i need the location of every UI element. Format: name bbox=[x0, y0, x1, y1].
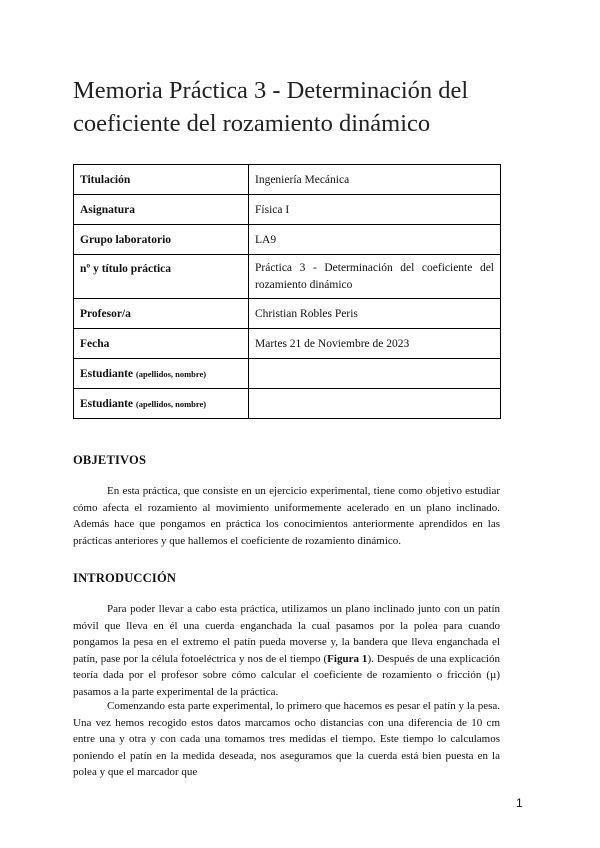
table-row bbox=[74, 389, 501, 419]
table-cell-value: Práctica 3 - Determinación del coeficiente del rozamiento dinámico bbox=[249, 255, 501, 299]
student-label-small: (apellidos, nombre) bbox=[135, 398, 207, 409]
table-cell-value: Martes 21 de Noviembre de 2023 bbox=[249, 329, 501, 359]
table-cell-value bbox=[249, 359, 501, 389]
objetivos-heading: OBJETIVOS bbox=[73, 453, 147, 467]
table-cell-label: Titulación bbox=[74, 165, 249, 195]
table-cell-label bbox=[74, 359, 249, 389]
table-row bbox=[74, 359, 501, 389]
table-cell-label: Profesor/a bbox=[74, 299, 249, 329]
student-label: Estudiante bbox=[80, 397, 134, 410]
table-cell-label: Grupo laboratorio bbox=[74, 225, 249, 255]
table-cell-label: nº y título práctica bbox=[74, 255, 249, 299]
table-cell-value: Christian Robles Peris bbox=[249, 299, 501, 329]
table-row bbox=[74, 255, 501, 299]
table-row bbox=[74, 165, 501, 195]
info-table bbox=[73, 164, 501, 419]
table-cell-value: Física I bbox=[249, 195, 501, 225]
figure-reference: Figura 1 bbox=[327, 652, 368, 665]
table-cell-value: Ingeniería Mecánica bbox=[249, 165, 501, 195]
table-cell-label: Asignatura bbox=[74, 195, 249, 225]
introduccion-paragraph-2: Comenzando esta parte experimental, lo primero que hacemos es pesar el patín y la pesa. Una vez hemos recogido estos datos marcamos ocho distancias con una diferencia de 10 cm entre una y otra y con cada una tomamos tres medidas el tiempo. Este tiempo lo calculamos poniendo el patín en la medida deseada, nos aseguramos que la cuerda está bien puesta en la polea y que el marcador que bbox=[73, 700, 500, 778]
table-cell-label bbox=[74, 389, 249, 419]
student-label: Estudiante bbox=[80, 367, 134, 380]
table-row bbox=[74, 329, 501, 359]
introduccion-text: Para poder llevar a cabo esta práctica, utilizamos un plano inclinado junto con un patín móvil que lleva en él una cuerda enganchada la cual pasamos por la polea para cuando pongamos la pesa en el extremo el patín pueda moverse y, la bandera que lleva enganchada el patín, pase por la célula fotoeléctrica y nos de el tiempo ( bbox=[73, 603, 500, 665]
document-title: Memoria Práctica 3 - Determinación del coeficiente del rozamiento dinámico bbox=[73, 77, 469, 137]
table-row bbox=[74, 225, 501, 255]
table-cell-value: LA9 bbox=[249, 225, 501, 255]
student-label-small: (apellidos, nombre) bbox=[135, 368, 207, 379]
table-cell-label: Fecha bbox=[74, 329, 249, 359]
introduccion-paragraph-1 bbox=[73, 601, 500, 700]
introduccion-text: ). Después de una explicación teoría dada por el profesor sobre cómo calcular el coeficiente de rozamiento o fricción (µ) pasamos a la parte experimental de la práctica. bbox=[73, 652, 500, 698]
table-row bbox=[74, 299, 501, 329]
objetivos-paragraph: En esta práctica, que consiste en un ejercicio experimental, tiene como objetivo estudiar cómo afecta el rozamiento al movimiento uniformemente acelerado en un plano inclinado. Además hace que pongamos en práctica los conocimientos anteriormente aprendidos en las prácticas anteriores y que hallemos el coeficiente de rozamiento dinámico. bbox=[73, 485, 500, 547]
table-row bbox=[74, 195, 501, 225]
table-cell-value bbox=[249, 389, 501, 419]
page-number: 1 bbox=[516, 796, 523, 810]
introduccion-heading: INTRODUCCIÓN bbox=[73, 571, 177, 585]
